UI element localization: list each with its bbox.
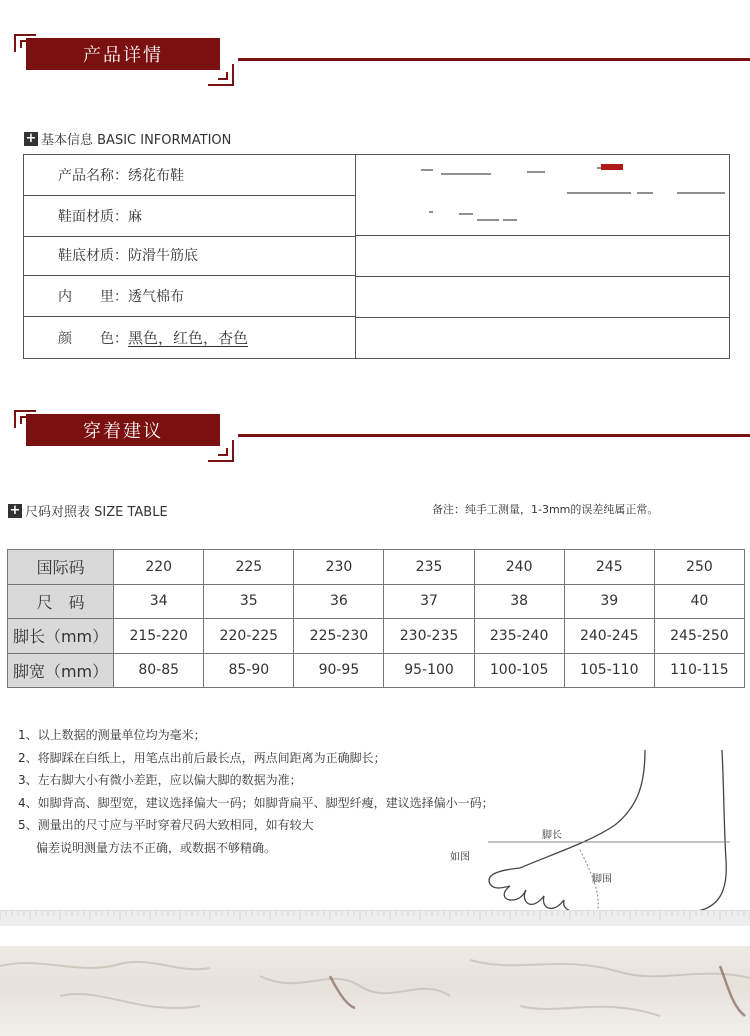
table-row bbox=[8, 619, 745, 654]
size-table-heading-text: 尺码对照表 SIZE TABLE bbox=[25, 505, 168, 520]
measurement-note: 备注：纯手工测量，1-3mm的误差纯属正常。 bbox=[432, 503, 659, 516]
table-cell: 250 bbox=[654, 550, 744, 585]
note-item: 2、将脚踩在白纸上，用笔点出前后最长点，两点间距离为正确脚长； bbox=[18, 750, 386, 765]
table-cell: 215-220 bbox=[114, 619, 204, 654]
table-cell: 80-85 bbox=[114, 653, 204, 688]
table-cell: 105-110 bbox=[564, 653, 654, 688]
plus-icon: + bbox=[9, 502, 21, 518]
table-row bbox=[8, 653, 745, 688]
corner-ornament bbox=[208, 64, 234, 86]
figure-label: 如图 bbox=[450, 852, 470, 863]
section-banner-product-details bbox=[0, 30, 750, 90]
table-cell: 40 bbox=[654, 584, 744, 619]
table-cell: 230 bbox=[294, 550, 384, 585]
table-cell: 235-240 bbox=[474, 619, 564, 654]
table-cell: 245-250 bbox=[654, 619, 744, 654]
note-item: 4、如脚背高、脚型宽，建议选择偏大一码；如脚背扁平、脚型纤瘦，建议选择偏小一码； bbox=[18, 795, 494, 810]
table-cell: 225 bbox=[204, 550, 294, 585]
size-table-heading bbox=[8, 501, 168, 520]
section-title: 产品详情 bbox=[26, 38, 220, 70]
info-row bbox=[24, 155, 355, 196]
row-divider bbox=[356, 276, 730, 277]
table-cell: 39 bbox=[564, 584, 654, 619]
row-divider bbox=[356, 317, 730, 318]
plus-icon: + bbox=[25, 130, 37, 146]
table-cell: 220-225 bbox=[204, 619, 294, 654]
row-header: 脚宽（mm） bbox=[8, 653, 114, 688]
foot-length-label: 脚长 bbox=[542, 830, 562, 841]
info-label: 颜 色： bbox=[58, 330, 128, 347]
section-banner-wearing-advice bbox=[0, 406, 750, 466]
table-cell: 110-115 bbox=[654, 653, 744, 688]
table-cell: 90-95 bbox=[294, 653, 384, 688]
table-cell: 36 bbox=[294, 584, 384, 619]
measurement-notes bbox=[18, 724, 494, 859]
table-cell: 37 bbox=[384, 584, 474, 619]
ruler-strip bbox=[0, 910, 750, 926]
table-cell: 225-230 bbox=[294, 619, 384, 654]
paper-texture bbox=[0, 946, 750, 1036]
basic-info-table bbox=[23, 154, 730, 359]
table-cell: 240-245 bbox=[564, 619, 654, 654]
table-cell: 100-105 bbox=[474, 653, 564, 688]
info-row bbox=[24, 276, 355, 317]
row-header: 国际码 bbox=[8, 550, 114, 585]
table-cell: 235 bbox=[384, 550, 474, 585]
table-row bbox=[8, 550, 745, 585]
info-label: 产品名称：绣花布鞋 bbox=[58, 168, 184, 184]
note-item: 1、以上数据的测量单位均为毫米； bbox=[18, 728, 206, 742]
column-divider bbox=[355, 155, 356, 358]
row-divider bbox=[356, 235, 730, 236]
color-options: 黑色，红色，杏色 bbox=[128, 329, 249, 347]
scribble-marks bbox=[419, 160, 729, 225]
note-item: 3、左右脚大小有微小差距，应以偏大脚的数据为准； bbox=[18, 773, 302, 787]
info-row bbox=[24, 235, 355, 276]
section-title: 穿着建议 bbox=[26, 414, 220, 446]
table-cell: 245 bbox=[564, 550, 654, 585]
table-cell: 85-90 bbox=[204, 653, 294, 688]
table-cell: 95-100 bbox=[384, 653, 474, 688]
basic-info-heading bbox=[24, 129, 231, 148]
table-cell: 35 bbox=[204, 584, 294, 619]
info-row bbox=[24, 196, 355, 237]
foot-girth-label: 脚围 bbox=[592, 874, 612, 885]
info-row bbox=[24, 317, 355, 358]
info-label: 鞋面材质：麻 bbox=[58, 209, 142, 225]
divider-line bbox=[238, 434, 750, 437]
basic-info-heading-text: 基本信息 BASIC INFORMATION bbox=[41, 133, 232, 148]
table-row bbox=[8, 584, 745, 619]
row-header: 脚长（mm） bbox=[8, 619, 114, 654]
row-header: 尺 码 bbox=[8, 584, 114, 619]
note-item: 偏差说明测量方法不正确，或数据不够精确。 bbox=[36, 840, 277, 855]
table-cell: 230-235 bbox=[384, 619, 474, 654]
table-cell: 240 bbox=[474, 550, 564, 585]
size-table bbox=[7, 549, 745, 688]
table-cell: 220 bbox=[114, 550, 204, 585]
note-item: 5、测量出的尺寸应与平时穿着尺码大致相同，如有较大 bbox=[18, 818, 314, 832]
table-cell: 38 bbox=[474, 584, 564, 619]
divider-line bbox=[238, 58, 750, 61]
info-label: 内 里：透气棉布 bbox=[58, 289, 184, 305]
corner-ornament bbox=[208, 440, 234, 462]
foot-diagram bbox=[440, 750, 740, 920]
info-label: 鞋底材质：防滑牛筋底 bbox=[58, 248, 198, 264]
table-cell: 34 bbox=[114, 584, 204, 619]
